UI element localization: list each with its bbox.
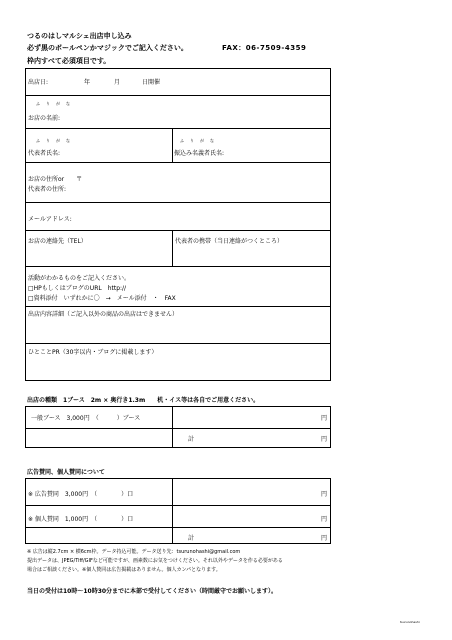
day-label: 日開催	[142, 79, 161, 86]
sponsor-heading: 広告賛同、個人賛同について	[27, 469, 105, 476]
yen-unit: 円	[321, 415, 328, 422]
divider	[25, 266, 331, 267]
divider	[172, 230, 173, 266]
booth-total-input[interactable]	[200, 430, 317, 446]
instruction-text: 必ず黒のボールペンかマジックでご記入ください。	[27, 44, 188, 52]
day-input[interactable]	[122, 72, 140, 90]
transfer-name-label: 振込み名義者氏名:	[174, 150, 225, 157]
page-title: つるのはしマルシェ出店申し込み	[27, 32, 132, 40]
rep-name-input[interactable]	[66, 130, 170, 160]
furigana-label: ふ り が な	[180, 138, 215, 143]
furigana-label: ふ り が な	[36, 101, 71, 106]
month-label: 月	[114, 79, 121, 86]
divider	[25, 202, 331, 203]
data-note: 提出データは、JPEG/Tiff/GIFなど可能ですが、画素数にお気をつけください。それ以外やデータを作る必要がある	[27, 558, 283, 564]
yen-unit: 円	[321, 436, 328, 443]
pr-input[interactable]	[28, 356, 328, 379]
year-label: 年	[84, 79, 91, 86]
attachment-option[interactable]: □資料添付 いずれかに〇 → メール添付 ・ FAX	[28, 295, 176, 302]
shop-phone-label: お店の連絡先（TEL）	[28, 238, 87, 245]
pr-label: ひとことPR（30字以内・ブログに掲載します）	[28, 349, 158, 356]
divider	[25, 162, 331, 163]
ad-count-input[interactable]	[102, 483, 132, 501]
email-label: メールアドレス:	[28, 216, 72, 223]
shop-name-input[interactable]	[68, 97, 328, 126]
address-label: お店の住所or 〒	[28, 176, 83, 183]
divider	[25, 527, 331, 528]
general-booth-label: 一般ブース 3,000円 （ ）ブース	[31, 415, 141, 422]
email-input[interactable]	[74, 204, 328, 228]
rep-name-label: 代表者氏名:	[28, 150, 61, 157]
furigana-label: ふ り が な	[36, 138, 71, 143]
rep-address-label: 代表者の住所:	[28, 186, 67, 193]
yen-unit: 円	[321, 535, 328, 542]
transfer-name-input[interactable]	[232, 130, 328, 160]
required-note: 枠内すべて必須項目です。	[27, 57, 111, 65]
booth-count-input[interactable]	[100, 409, 122, 425]
mobile-input[interactable]	[175, 246, 328, 264]
total-label: 計	[188, 436, 195, 443]
divider	[25, 428, 331, 429]
reception-note: 当日の受付は10時～10時30分までに本部で受付してください（時間厳守でお願いします）。	[27, 588, 278, 595]
divider	[25, 505, 331, 506]
yen-unit: 円	[321, 491, 328, 498]
divider	[25, 306, 331, 307]
divider	[25, 343, 331, 344]
booth-heading: 出店の種類 1ブース 2m × 奥行き1.3m 机・イス等は各自でご用意ください。	[27, 397, 260, 404]
personal-count-input[interactable]	[102, 508, 132, 524]
consult-note: 場合はご相談ください。※個人賛同は広告掲載はありません。個人カンパとなります。	[27, 567, 221, 573]
sponsor-table	[25, 478, 331, 544]
ad-note: ※ 広告は縦2.7cm × 横6cm枠。データ持込可能。データ送り先：tsurunohashi@gmail.com	[27, 549, 241, 555]
footer-mark: tsurunohashi	[400, 620, 420, 624]
divider	[25, 230, 331, 231]
activity-heading: 活動がわかるものをご記入ください。	[28, 275, 131, 282]
ad-sponsor-label: ※ 広告賛同 3,000円 （ ）口	[28, 491, 134, 498]
divider	[25, 128, 331, 129]
booth-amount-input[interactable]	[175, 409, 317, 425]
hp-url-option[interactable]: □HPもしくはブログのURL http://	[28, 285, 127, 292]
details-input[interactable]	[28, 318, 328, 341]
fax-number: FAX：06-7509-4359	[222, 44, 307, 52]
yen-unit: 円	[321, 516, 328, 523]
shop-phone-input[interactable]	[28, 246, 170, 264]
divider	[172, 128, 173, 162]
total-label: 計	[188, 535, 195, 542]
year-input[interactable]	[58, 72, 82, 90]
divider	[172, 406, 173, 448]
mobile-label: 代表者の携帯（当日連絡がつくところ）	[175, 238, 284, 245]
month-input[interactable]	[92, 72, 112, 90]
divider	[25, 95, 331, 96]
divider	[172, 478, 173, 544]
details-label: 出店内容詳細（ご記入以外の商品の出店はできません）	[28, 311, 179, 318]
shop-name-label: お店の名前:	[28, 115, 61, 122]
address-input[interactable]	[100, 164, 328, 200]
personal-sponsor-label: ※ 個人賛同 1,000円 （ ）口	[28, 516, 134, 523]
date-label: 出店日:	[28, 79, 49, 86]
